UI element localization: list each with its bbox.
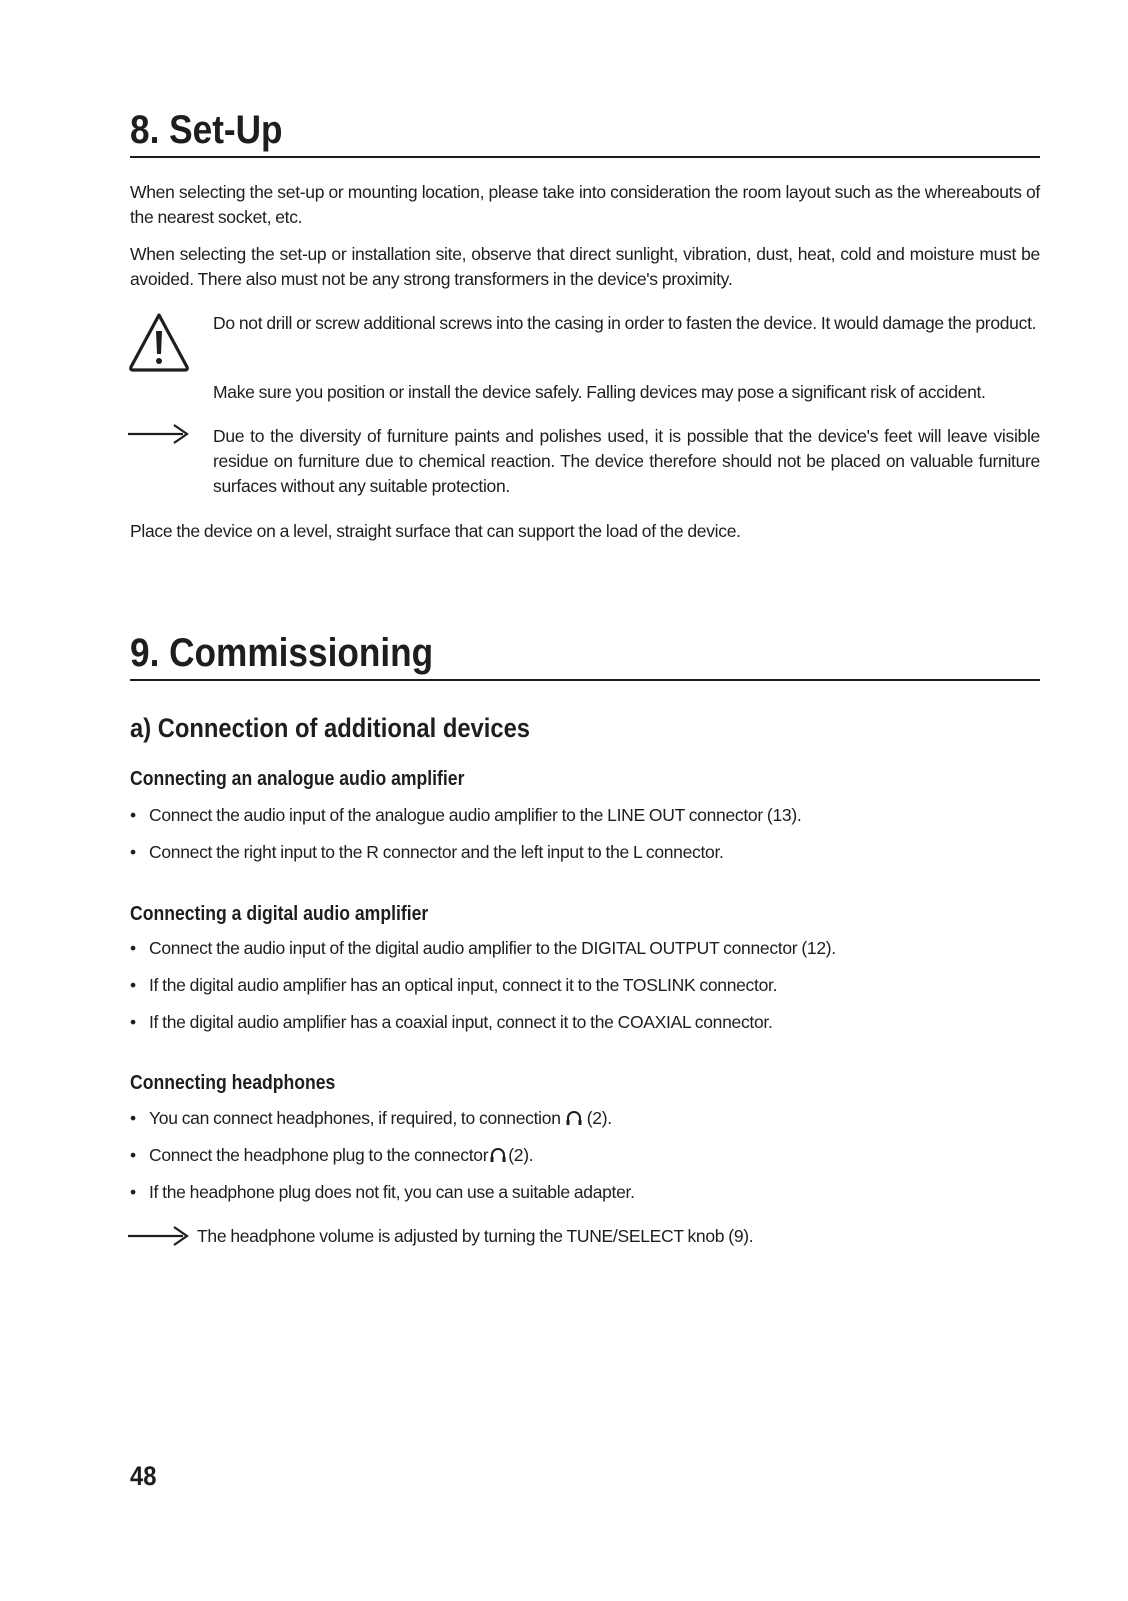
bullet: •	[130, 842, 136, 862]
headphone-icon	[488, 1146, 508, 1163]
subsection-heading	[130, 711, 1040, 745]
bullet: •	[130, 938, 136, 958]
page-number: 48	[130, 1461, 157, 1491]
setup-paragraph-3: Place the device on a level, straight surface that can support the load of the device.	[130, 521, 741, 541]
warning-triangle-icon	[127, 311, 191, 373]
section-9-title: 9. Commissioning	[130, 631, 434, 675]
bullet: •	[130, 1012, 136, 1032]
section-8-heading	[130, 106, 1040, 158]
note-headphone-volume: The headphone volume is adjusted by turning the TUNE/SELECT knob (9).	[197, 1226, 754, 1246]
subsection-title: a) Connection of additional devices	[130, 713, 531, 743]
bullet: •	[130, 1182, 136, 1202]
analogue-heading: Connecting an analogue audio amplifier	[130, 768, 465, 790]
digital-heading: Connecting a digital audio amplifier	[130, 903, 429, 925]
bullet: •	[130, 975, 136, 995]
setup-paragraph-1: When selecting the set-up or mounting location, please take into consideration the room layout such as the whereabouts of the nearest socket, etc.	[130, 182, 1040, 227]
warning-text-drill: Do not drill or screw additional screws into the casing in order to fasten the device. It would damage the product.	[213, 313, 1037, 333]
bullet: •	[130, 1108, 136, 1128]
setup-paragraph-2: When selecting the set-up or installation site, observe that direct sunlight, vibration, dust, heat, cold and moisture must be avoided. There also must not be any strong transformers in the device's proximity.	[130, 244, 1040, 289]
note-furniture: Due to the diversity of furniture paints and polishes used, it is possible that the device's feet will leave visible residue on furniture due to chemical reaction. The device therefore should not be placed on valuable furniture surfaces without any suitable protection.	[213, 426, 1040, 496]
arrow-right-icon	[127, 1226, 191, 1246]
warning-text-safety: Make sure you position or install the device safely. Falling devices may pose a significant risk of accident.	[213, 382, 986, 402]
bullet: •	[130, 1145, 136, 1165]
section-9-heading	[130, 629, 1040, 681]
arrow-right-icon	[127, 424, 191, 444]
bullet: •	[130, 805, 136, 825]
section-8-title: 8. Set-Up	[130, 108, 283, 152]
headphones-heading: Connecting headphones	[130, 1072, 336, 1094]
headphone-icon	[565, 1109, 583, 1126]
